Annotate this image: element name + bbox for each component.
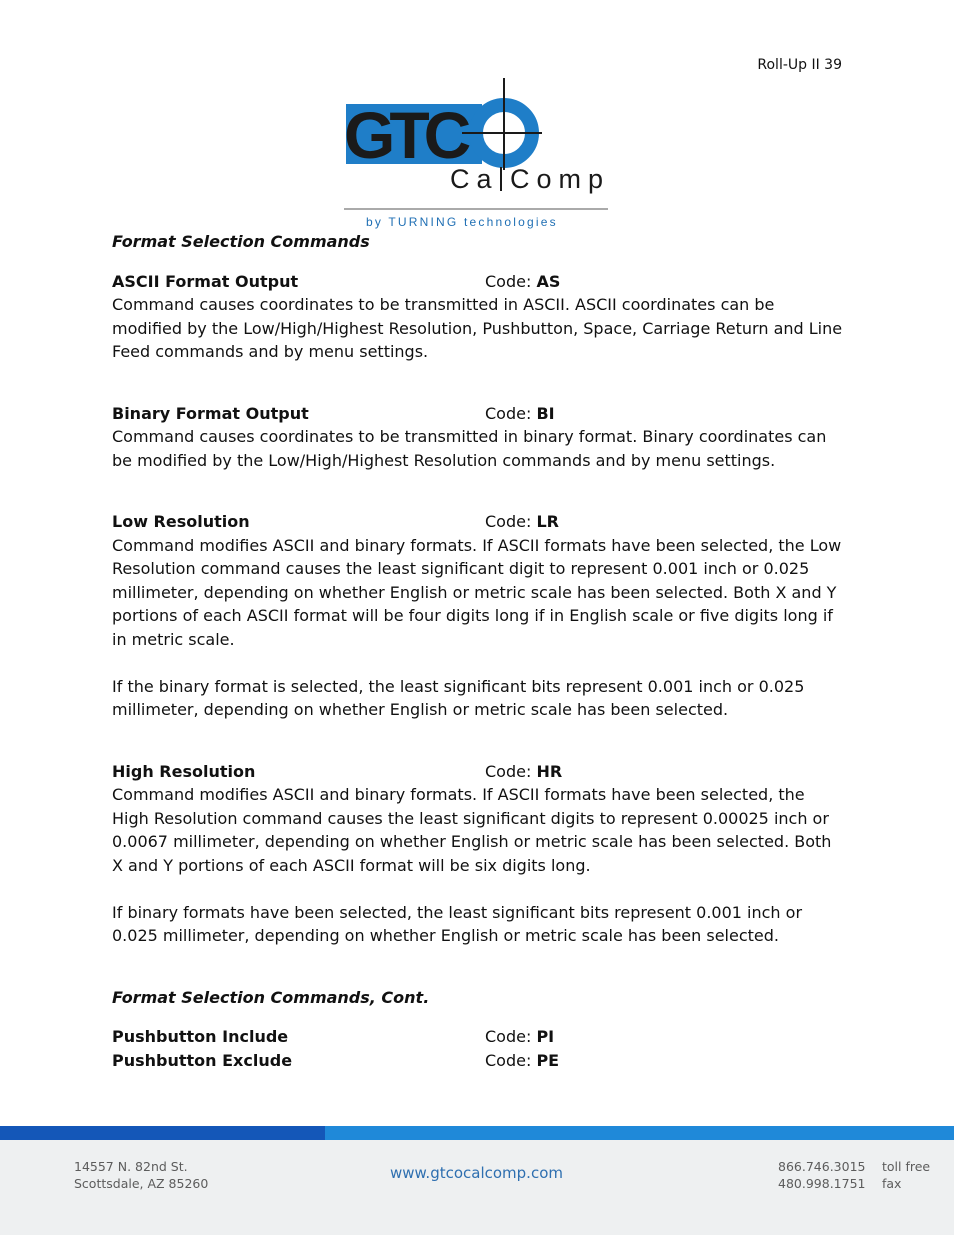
svg-text:Ca: Ca [450,164,499,194]
svg-text:by TURNING technologies: by TURNING technologies [366,215,558,229]
command-code: Code: HR [485,761,563,781]
command-description: If binary formats have been selected, the least significant bits represent 0.001 inch or 0.025 millimeter, depending on whether English or metric scale has been selected. [112,902,803,945]
command-description: Command causes coordinates to be transmitted in ASCII. ASCII coordinates can be modified by the Low/High/Highest Resolution, Pushbutton, Space, Carriage Return and Line Feed commands and by menu settings. [112,295,843,361]
command-name: Low Resolution [112,512,250,531]
command-code: Code: PE [485,1050,560,1070]
svg-text:Comp: Comp [510,164,610,194]
command-name: Pushbutton Include [112,1027,289,1046]
command-pushbutton-exclude [112,1049,844,1073]
gtco-calcomp-logo [344,78,610,238]
command-code: Code: BI [485,403,555,423]
footer-address: 14557 N. 82nd St. Scottsdale, AZ 85260 [74,1159,209,1191]
command-code: Code: PI [485,1027,555,1046]
footer-stripe-dark [0,1126,325,1140]
svg-text:GTC: GTC [344,98,466,172]
command-name: ASCII Format Output [112,271,299,291]
section-title: Format Selection Commands [112,232,370,251]
footer-phone-numbers: 866.746.3015 480.998.1751 [778,1159,866,1191]
command-description: If the binary format is selected, the least significant bits represent 0.001 inch or 0.025 millimeter, depending on whether English or metric scale has been selected. [112,676,805,719]
page-number: Roll-Up II 39 [757,57,842,73]
command-block-binary [112,402,844,473]
footer-website-link[interactable]: www.gtcocalcomp.com [390,1164,563,1182]
command-name: Binary Format Output [112,403,309,423]
command-code: Code: LR [485,512,559,531]
command-pushbutton-include [112,1025,844,1049]
command-block-low-resolution [112,510,844,722]
command-block-ascii [112,270,844,364]
command-name: Pushbutton Exclude [112,1050,293,1070]
command-code: Code: AS [485,271,561,291]
command-description: Command modifies ASCII and binary formats. If ASCII formats have been selected, the High Resolution command causes the least significant digits to represent 0.00025 inch or 0.0067 millimeter, depending on whether English or metric scale has been selected. Both X and Y portions of each ASCII format will be six digits long. [112,785,832,875]
command-description: Command causes coordinates to be transmitted in binary format. Binary coordinates can be modified by the Low/High/Highest Resolution commands and by menu settings. [112,427,827,470]
page-footer [0,1126,954,1235]
command-description: Command modifies ASCII and binary formats. If ASCII formats have been selected, the Low Resolution command causes the least significant digit to represent 0.001 inch or 0.025 millimeter, depending on whether English or metric scale has been selected. Both X and Y portions of each ASCII format will be four digits long if in English scale or five digits long if in metric scale. [112,535,842,649]
command-block-high-resolution [112,760,844,948]
section-title: Format Selection Commands, Cont. [112,987,430,1007]
command-name: High Resolution [112,761,256,781]
footer-phone-labels: toll free fax [882,1159,931,1191]
document-body [112,230,844,1072]
